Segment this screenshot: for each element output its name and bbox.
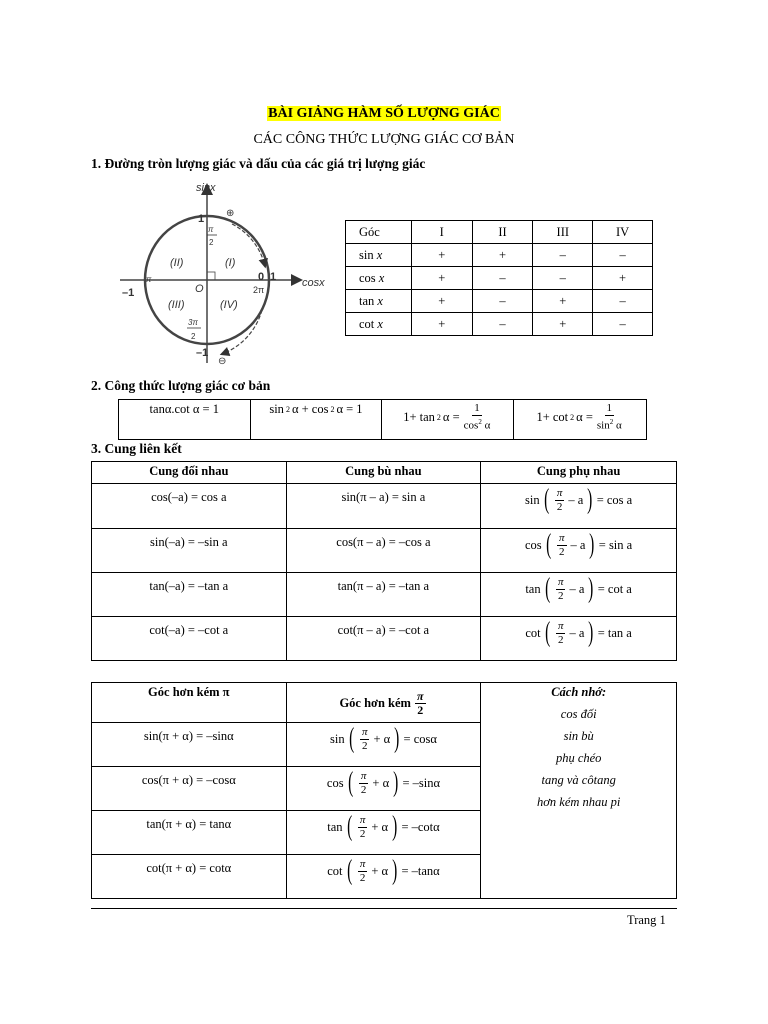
page-number: Trang 1 — [627, 913, 666, 927]
sinx-label: sinx — [196, 182, 216, 194]
document-subtitle: CÁC CÔNG THỨC LƯỢNG GIÁC CƠ BẢN — [253, 132, 515, 147]
svg-text:(II): (II) — [170, 257, 184, 269]
table-row: sin x + + – – — [346, 244, 653, 267]
formula-tan-squared: 1+ tan 2 α = $\frac{1}{\cos^2 \alpha}$ — [382, 400, 514, 440]
svg-text:0: 0 — [258, 271, 265, 283]
memory-tip: Cách nhớ: cos đối sin bù phụ chéo tang và côtang hơn kém nhau pi — [481, 683, 677, 899]
table-row: tan x + – + – — [346, 290, 653, 313]
svg-text:2π: 2π — [253, 285, 265, 295]
section-3-heading: 3. Cung liên kết — [91, 441, 182, 456]
basic-formulas-table — [118, 399, 647, 440]
sign-table-header — [346, 221, 653, 244]
svg-text:–1: –1 — [196, 347, 209, 359]
svg-text:2: 2 — [209, 238, 214, 247]
svg-text:O: O — [195, 283, 204, 295]
svg-text:2: 2 — [191, 332, 196, 341]
table-row: cot x + – + – — [346, 313, 653, 336]
formula-cot-squared: 1+ cot 2 α = $\frac{1}{\sin^2 \alpha}$ — [514, 400, 647, 440]
svg-text:π: π — [208, 225, 214, 234]
section-1-heading: 1. Đường tròn lượng giác và dấu của các giá trị lượng giác — [91, 156, 426, 171]
svg-text:(III): (III) — [168, 299, 185, 311]
section-2-heading: 2. Công thức lượng giác cơ bản — [91, 378, 271, 393]
unit-circle-diagram — [110, 178, 340, 368]
sign-table — [345, 220, 653, 336]
table-row: cos x + – – + — [346, 267, 653, 290]
svg-text:π: π — [146, 275, 152, 284]
svg-text:1: 1 — [198, 213, 205, 225]
difference-angles-table: Góc hơn kém π Góc hơn kém $\frac{\pi}{2}$ Cách nhớ: cos đối sin bù phụ chéo tang và côtang hơn kém nhau pi sin(π + α) = –sinα sin ( $\frac{\pi}{2}$ + α ) = cosα cos(π + α) = –cosα cos ( $\frac{\pi}{2}$ + α ) = –sinα tan(π + α) = tanα tan ( $\frac{\pi}{2}$ + α ) = –cotα cot(π + α) = cotα cot ( $\frac{\pi}{2}$ + α ) = –tanα — [91, 682, 677, 899]
header-cell: Cung phụ nhau — [481, 462, 677, 484]
formula-pythagorean: sin 2 α + cos 2 α = 1 — [250, 400, 382, 440]
header-cell: I — [411, 221, 472, 244]
svg-text:(I): (I) — [225, 257, 236, 269]
positive-sign: ⊕ — [226, 208, 235, 219]
svg-text:1: 1 — [270, 271, 277, 283]
header-cell: Góc hơn kém π — [92, 683, 287, 723]
footer-divider — [91, 908, 677, 909]
header-cell: Góc hơn kém $\frac{\pi}{2}$ — [286, 683, 481, 723]
header-cell: II — [472, 221, 533, 244]
related-angles-table: Cung đối nhau Cung bù nhau Cung phụ nhau cos(–a) = cos a sin(π – a) = sin a sin ( $\frac{\pi}{2}$ – a ) = cos a sin(–a) = –sin a cos(π – a) = –cos a cos ( $\frac{\pi}{2}$ – a ) = sin a tan(–a) = –tan a tan(π – a) = –tan a tan ( $\frac{\pi}{2}$ – a ) = cot a cot(–a) = –cot a cot(π – a) = –cot a cot ( $\frac{\pi}{2}$ – a ) = tan a — [91, 461, 677, 661]
negative-sign: ⊖ — [218, 356, 227, 367]
header-cell: III — [533, 221, 593, 244]
svg-text:(IV): (IV) — [220, 299, 238, 311]
header-cell: Cung bù nhau — [286, 462, 481, 484]
header-cell: IV — [593, 221, 653, 244]
formula-tan-cot: tanα.cot α = 1 — [119, 400, 251, 440]
svg-text:–1: –1 — [122, 287, 135, 299]
svg-text:3π: 3π — [188, 318, 198, 327]
document-title: BÀI GIẢNG HÀM SỐ LƯỢNG GIÁC — [268, 106, 500, 121]
cosx-label: cosx — [302, 277, 325, 289]
header-cell: Cung đối nhau — [92, 462, 287, 484]
header-cell: Góc — [346, 221, 412, 244]
